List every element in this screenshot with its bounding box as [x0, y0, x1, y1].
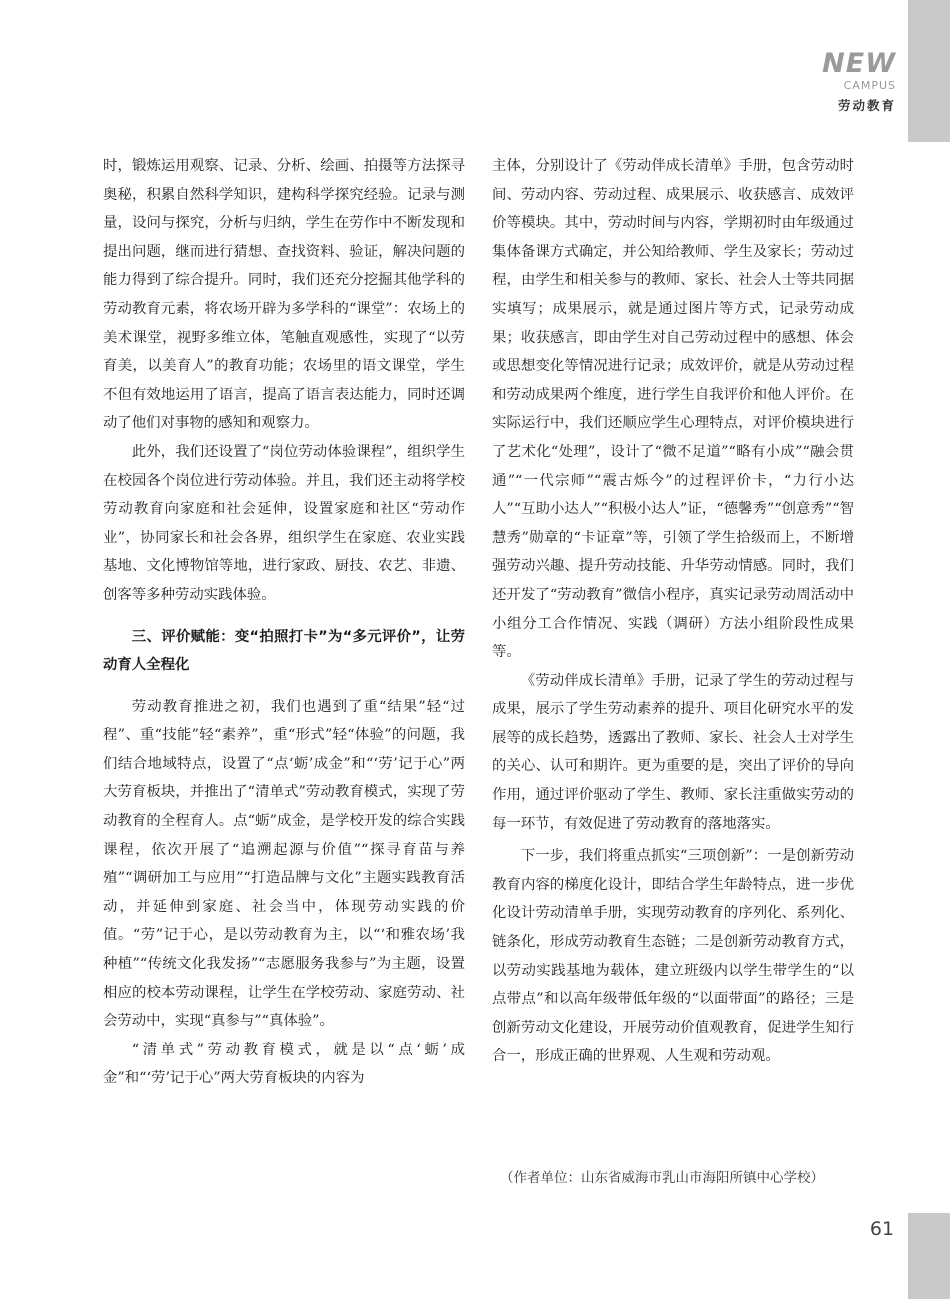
- brand-campus-label: CAMPUS: [843, 79, 896, 92]
- paragraph: “清单式”劳动教育模式，就是以“点‘蛎’成金”和“‘劳’记于心”两大劳育板块的内容为: [103, 1041, 465, 1087]
- brand-new-logo: NEW: [822, 48, 896, 79]
- section-heading: 三、评价赋能：变“拍照打卡”为“多元评价”，让劳动育人全程化: [103, 628, 465, 674]
- header-gray-tab: [908, 0, 950, 142]
- section-title: 劳动教育: [837, 98, 896, 113]
- footer-gray-tab: [908, 1213, 950, 1299]
- paragraph: 此外，我们还设置了“岗位劳动体验课程”，组织学生在校园各个岗位进行劳动体验。并且，我们还主动将学校劳动教育向家庭和社会延伸，设置家庭和社区“劳动作业”，协同家长和社会各界，组织学生在家庭、农业实践基地、文化博物馆等地，进行家政、厨技、农艺、非遗、创客等多种劳动实践体验。: [103, 443, 465, 603]
- paragraph: 劳动教育推进之初，我们也遇到了重“结果”轻“过程”、重“技能”轻“素养”，重“形式”轻“体验”的问题，我们结合地域特点，设置了“点‘蛎’成金”和“‘劳’记于心”两大劳育板块，并推出了“清单式”劳动教育模式，实现了劳动教育的全程育人。点“蛎”成金，是学校开发的综合实践课程，依次开展了“追溯起源与价值”“探寻育苗与养殖”“调研加工与应用”“打造品牌与文化”主题实践教育活动，并延伸到家庭、社会当中，体现劳动实践的价值。“劳”记于心，是以劳动教育为主，以“‘和雅农场’我种植”“传统文化我发扬”“志愿服务我参与”为主题，设置相应的校本劳动课程，让学生在学校劳动、家庭劳动、社会劳动中，实现“真参与”“真体验”。: [103, 698, 465, 1030]
- left-column: [103, 152, 465, 1093]
- magazine-header: [776, 50, 896, 114]
- paragraph: 《劳动伴成长清单》手册，记录了学生的劳动过程与成果，展示了学生劳动素养的提升、项目化研究水平的发展等的成长趋势，透露出了教师、家长、社会人士对学生的关心、认可和期许。更为重要的是，突出了评价的导向作用，通过评价驱动了学生、教师、家长注重做实劳动的每一环节，有效促进了劳动教育的落地落实。: [492, 672, 854, 832]
- paragraph: 下一步，我们将重点抓实“三项创新”：一是创新劳动教育内容的梯度化设计，即结合学生年龄特点，进一步优化设计劳动清单手册，实现劳动教育的序列化、系列化、链条化，形成劳动教育生态链；二是创新劳动教育方式，以劳动实践基地为载体，建立班级内以学生带学生的“以点带点”和以高年级带低年级的“以面带面”的路径；三是创新劳动文化建设，开展劳动价值观教育，促进学生知行合一，形成正确的世界观、人生观和劳动观。: [492, 848, 854, 1065]
- paragraph: 主体，分别设计了《劳动伴成长清单》手册，包含劳动时间、劳动内容、劳动过程、成果展示、收获感言、成效评价等模块。其中，劳动时间与内容，学期初时由年级通过集体备课方式确定，并公知给教师、学生及家长；劳动过程，由学生和相关参与的教师、家长、社会人士等共同据实填写；成果展示，就是通过图片等方式，记录劳动成果；收获感言，即由学生对自己劳动过程中的感想、体会或思想变化等情况进行记录；成效评价，就是从劳动过程和劳动成果两个维度，进行学生自我评价和他人评价。在实际运行中，我们还顺应学生心理特点，对评价模块进行了艺术化“处理”，设计了“微不足道”“略有小成”“融会贯通”“一代宗师”“震古烁今”的过程评价卡，“力行小达人”“互助小达人”“积极小达人”证，“德馨秀”“创意秀”“智慧秀”勋章的“卡证章”等，引领了学生拾级而上，不断增强劳动兴趣、提升劳动技能、升华劳动情感。同时，我们还开发了“劳动教育”微信小程序，真实记录劳动周活动中小组分工合作情况、实践（调研）方法小组阶段性成果等。: [492, 158, 854, 661]
- right-column: [492, 152, 854, 1071]
- paragraph: 时，锻炼运用观察、记录、分析、绘画、拍摄等方法探寻奥秘，积累自然科学知识，建构科学探究经验。记录与测量，设问与探究，分析与归纳，学生在劳作中不断发现和提出问题，继而进行猜想、查找资料、验证，解决问题的能力得到了综合提升。同时，我们还充分挖掘其他学科的劳动教育元素，将农场开辟为多学科的“课堂”：农场上的美术课堂，视野多维立体，笔触直观感性，实现了“以劳育美，以美育人”的教育功能；农场里的语文课堂，学生不但有效地运用了语言，提高了语言表达能力，同时还调动了他们对事物的感知和观察力。: [103, 158, 465, 432]
- author-affiliation: （作者单位：山东省威海市乳山市海阳所镇中心学校）: [500, 1170, 824, 1186]
- page-number: 61: [869, 1218, 895, 1240]
